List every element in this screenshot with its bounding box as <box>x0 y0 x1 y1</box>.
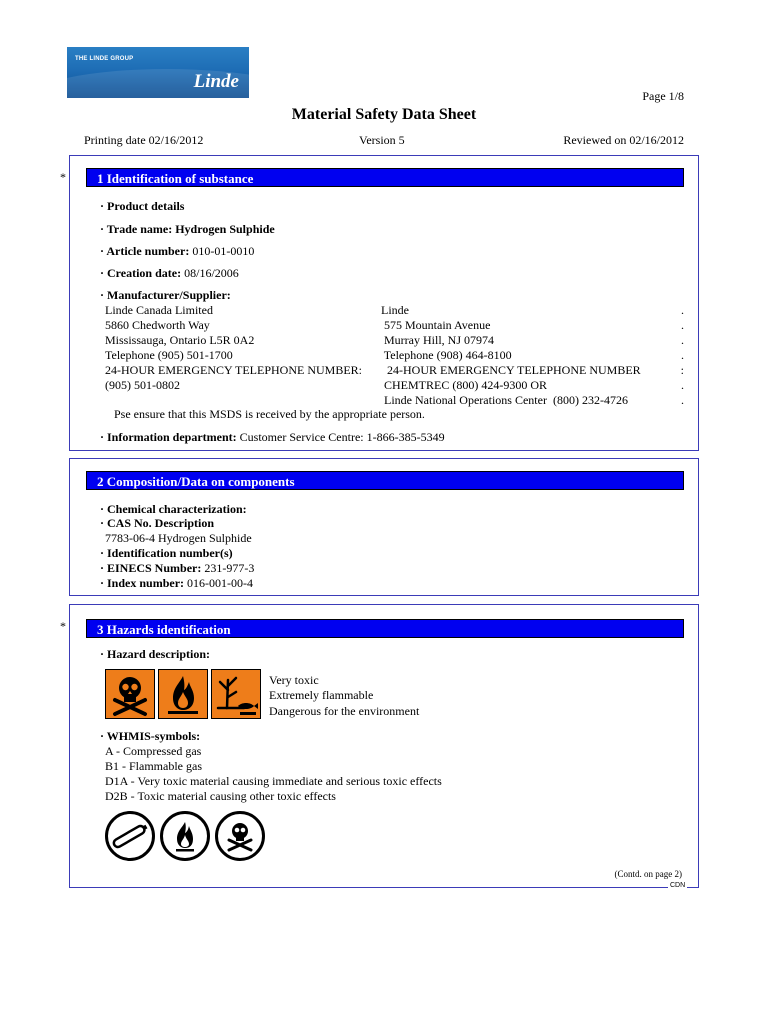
creation-date-value: 08/16/2006 <box>181 266 239 280</box>
left-address-line: Linde Canada Limited <box>105 303 213 317</box>
whmis-item: B1 - Flammable gas <box>105 759 202 773</box>
index-label: · Index number: <box>100 576 185 590</box>
hazard-text: Very toxic <box>269 673 319 687</box>
identification-numbers: · Identification number(s) <box>100 546 233 560</box>
continued-note: (Contd. on page 2) <box>614 869 682 879</box>
dead-tree-fish-icon <box>211 669 261 719</box>
linde-logo <box>67 47 249 98</box>
document-title: Material Safety Data Sheet <box>291 106 477 123</box>
section-2-heading: 2 Composition/Data on components <box>86 471 684 490</box>
whmis-item: D1A - Very toxic material causing immediate and serious toxic effects <box>105 774 442 788</box>
hazard-text: Extremely flammable <box>269 688 374 702</box>
whmis-symbols-label: · WHMIS-symbols: <box>100 729 201 743</box>
einecs-label: · EINECS Number: <box>100 561 202 575</box>
einecs-number <box>100 561 254 575</box>
article-number <box>100 244 254 258</box>
revision-star: * <box>60 619 66 633</box>
logo-brand-text: Linde <box>193 71 239 92</box>
row-end-mark: . <box>681 348 684 362</box>
country-code: CDN <box>670 882 686 889</box>
chemical-characterization: · Chemical characterization: <box>100 502 247 516</box>
left-address-line: Telephone (905) 501-1700 <box>105 348 233 362</box>
creation-date-label: · Creation date: <box>100 266 182 280</box>
row-end-mark: . <box>681 318 684 332</box>
reviewed-date: Reviewed on 02/16/2012 <box>563 133 684 147</box>
revision-star: * <box>60 170 66 184</box>
info-dept-label: · Information department: <box>100 430 237 444</box>
section-1-heading: 1 Identification of substance <box>86 168 684 187</box>
left-address-line: Mississauga, Ontario L5R 0A2 <box>105 333 255 347</box>
hazard-text: Dangerous for the environment <box>269 704 420 718</box>
gas-cylinder-icon <box>105 811 155 861</box>
printing-date: Printing date 02/16/2012 <box>84 133 204 147</box>
manufacturer-label: · Manufacturer/Supplier: <box>100 288 231 302</box>
flame-icon <box>160 811 210 861</box>
information-department <box>100 430 445 444</box>
cas-description-value: 7783-06-4 Hydrogen Sulphide <box>105 531 252 545</box>
skull-crossbones-icon <box>105 669 155 719</box>
section-3 <box>69 604 699 888</box>
cas-description-label: · CAS No. Description <box>100 516 214 530</box>
whmis-item: D2B - Toxic material causing other toxic effects <box>105 789 336 803</box>
trade-name: · Trade name: Hydrogen Sulphide <box>100 222 275 236</box>
version: Version 5 <box>359 133 405 147</box>
row-end-mark: . <box>681 303 684 317</box>
article-number-label: · Article number: <box>100 244 190 258</box>
section-1 <box>69 155 699 451</box>
row-end-mark: . <box>681 393 684 407</box>
creation-date <box>100 266 239 280</box>
row-end-mark: . <box>681 333 684 347</box>
right-address-line: Telephone (908) 464-8100 <box>381 348 512 362</box>
row-end-mark: : <box>680 363 684 377</box>
right-address-line: Murray Hill, NJ 07974 <box>381 333 494 347</box>
left-address-line: 5860 Chedworth Way <box>105 318 210 332</box>
right-address-line: 24-HOUR EMERGENCY TELEPHONE NUMBER <box>381 363 641 377</box>
flame-icon <box>158 669 208 719</box>
right-address-line: CHEMTREC (800) 424-9300 OR <box>381 378 547 392</box>
index-value: 016-001-00-4 <box>184 576 254 590</box>
ensure-note: Pse ensure that this MSDS is received by the appropriate person. <box>114 407 425 421</box>
section-2 <box>69 458 699 596</box>
article-number-value: 010-01-0010 <box>189 244 255 258</box>
right-address-line: Linde National Operations Center (800) 232-4726 <box>381 393 628 407</box>
skull-crossbones-icon <box>215 811 265 861</box>
right-address-line: Linde <box>381 303 409 317</box>
index-number <box>100 576 253 590</box>
product-details: · Product details <box>100 199 185 213</box>
einecs-value: 231-977-3 <box>201 561 255 575</box>
whmis-item: A - Compressed gas <box>105 744 202 758</box>
row-end-mark: . <box>681 378 684 392</box>
left-address-line: (905) 501-0802 <box>105 378 180 392</box>
page-number: Page 1/8 <box>642 89 684 103</box>
left-address-line: 24-HOUR EMERGENCY TELEPHONE NUMBER: <box>105 363 362 377</box>
info-dept-value: Customer Service Centre: 1-866-385-5349 <box>236 430 445 444</box>
right-address-line: 575 Mountain Avenue <box>381 318 491 332</box>
hazard-description-label: · Hazard description: <box>100 647 210 661</box>
section-3-heading: 3 Hazards identification <box>86 619 684 638</box>
logo-group-text: THE LINDE GROUP <box>75 56 134 62</box>
